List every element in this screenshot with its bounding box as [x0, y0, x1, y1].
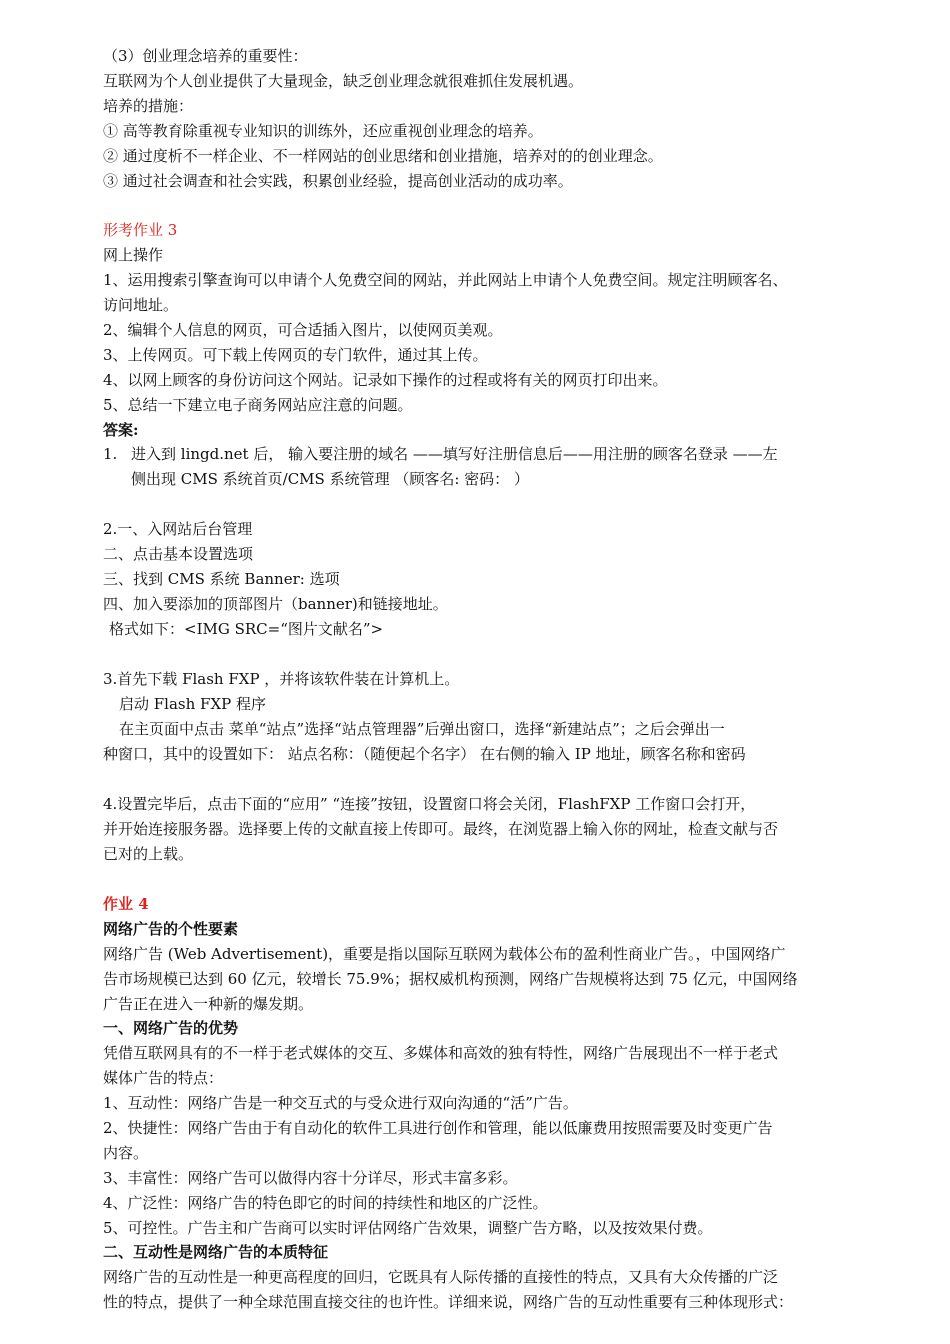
- answer-line: 已对的上载。: [103, 845, 194, 863]
- list-item: 5、总结一下建立电子商务网站应注意的问题。: [103, 396, 413, 414]
- list-item: 4、广泛性：网络广告的特色即它的时间的持续性和地区的广泛性。: [103, 1194, 548, 1212]
- subsection-heading: 二、互动性是网络广告的本质特征: [103, 1243, 329, 1261]
- list-item: 4、以网上顾客的身份访问这个网站。记录如下操作的过程或将有关的网页打印出来。: [103, 371, 668, 389]
- paragraph-line: 广告正在进入一种新的爆发期。: [103, 995, 314, 1013]
- paragraph-line: 内容。: [103, 1144, 149, 1162]
- answer-number: 1.: [103, 445, 118, 463]
- answer-line: 2.一、入网站后台管理: [103, 520, 253, 538]
- paragraph-line: 网络广告的互动性是一种更高程度的回归，它既具有人际传播的直接性的特点，又具有大众传播的广泛: [103, 1268, 779, 1286]
- list-item: 1、互动性：网络广告是一种交互式的与受众进行双向沟通的“活”广告。: [103, 1094, 578, 1112]
- paragraph-line: 凭借互联网具有的不一样于老式媒体的交互、多媒体和高效的独有特性，网络广告展现出不一样于老式: [103, 1044, 779, 1062]
- list-item: 3、丰富性：网络广告可以做得内容十分详尽，形式丰富多彩。: [103, 1169, 518, 1187]
- list-item: 1、运用搜索引擎查询可以申请个人免费空间的网站，并此网站上申请个人免费空间。规定注明顾客名、: [103, 271, 788, 289]
- paragraph-line: 培养的措施：: [103, 97, 194, 115]
- list-item: 5、可控性。广告主和广告商可以实时评估网络广告效果，调整广告方略，以及按效果付费。: [103, 1219, 713, 1237]
- section-heading: 作业 4: [103, 895, 149, 913]
- paragraph-line: 网络广告 (Web Advertisement)，重要是指以国际互联网为载体公布的盈利性商业广告。，中国网络广: [103, 945, 786, 963]
- paragraph-line: 访问地址。: [103, 296, 179, 314]
- paragraph-line: 互联网为个人创业提供了大量现金，缺乏创业理念就很难抓住发展机遇。: [103, 72, 584, 90]
- paragraph-line: （3）创业理念培养的重要性：: [103, 47, 308, 65]
- list-item: ② 通过度析不一样企业、不一样网站的创业思绪和创业措施，培养对的的创业理念。: [103, 147, 663, 165]
- answer-line: 3.首先下载 Flash FXP ，并将该软件装在计算机上。: [103, 670, 460, 688]
- list-item: 2、快捷性：网络广告由于有自动化的软件工具进行创作和管理，能以低廉费用按照需要及时变更广告: [103, 1119, 773, 1137]
- list-item: ③ 通过社会调查和社会实践，积累创业经验，提高创业活动的成功率。: [103, 172, 573, 190]
- answer-line: 侧出现 CMS 系统首页/CMS 系统管理 （顾客名: 密码： ）: [131, 470, 529, 488]
- section-subtitle: 网络广告的个性要素: [103, 920, 239, 938]
- section-heading: 形考作业 3: [103, 221, 178, 239]
- answer-line: 四、加入要添加的顶部图片（banner)和链接地址。: [103, 595, 448, 613]
- answer-label: 答案:: [103, 421, 139, 439]
- list-item: 2、编辑个人信息的网页，可合适插入图片，以使网页美观。: [103, 321, 503, 339]
- answer-line: 启动 Flash FXP 程序: [119, 695, 266, 713]
- paragraph-line: 网上操作: [103, 246, 164, 264]
- subsection-heading: 一、网络广告的优势: [103, 1019, 239, 1037]
- paragraph-line: 告市场规模已达到 60 亿元，较增长 75.9%；据权威机构预测，网络广告规模将达到 75 亿元，中国网络: [103, 970, 798, 988]
- answer-line: 4.设置完毕后，点击下面的“应用” “连接”按钮，设置窗口将会关闭，FlashFXP 工作窗口会打开，: [103, 795, 756, 813]
- answer-line: 并开始连接服务器。选择要上传的文献直接上传即可。最终，在浏览器上输入你的网址，检查文献与否: [103, 820, 779, 838]
- paragraph-line: 性的特点，提供了一种全球范围直接交往的也许性。详细来说，网络广告的互动性重要有三种体现形式：: [103, 1293, 794, 1311]
- answer-line: 格式如下：<IMG SRC=“图片文献名”>: [109, 620, 384, 638]
- answer-line: 在主页面中点击 菜单“站点”选择“站点管理器”后弹出窗口，选择“新建站点”；之后会弹出一: [119, 720, 725, 738]
- answer-line: 进入到 lingd.net 后， 输入要注册的域名 ——填写好注册信息后——用注册的顾客名登录 ——左: [131, 445, 778, 463]
- list-item: ① 高等教育除重视专业知识的训练外，还应重视创业理念的培养。: [103, 122, 543, 140]
- answer-line: 三、找到 CMS 系统 Banner: 选项: [103, 570, 340, 588]
- answer-line: 二、点击基本设置选项: [103, 545, 254, 563]
- answer-line: 种窗口，其中的设置如下： 站点名称：（随便起个名字） 在右侧的输入 IP 地址，顾客名称和密码: [103, 745, 746, 763]
- list-item: 3、上传网页。可下载上传网页的专门软件，通过其上传。: [103, 346, 488, 364]
- paragraph-line: 媒体广告的特点：: [103, 1069, 224, 1087]
